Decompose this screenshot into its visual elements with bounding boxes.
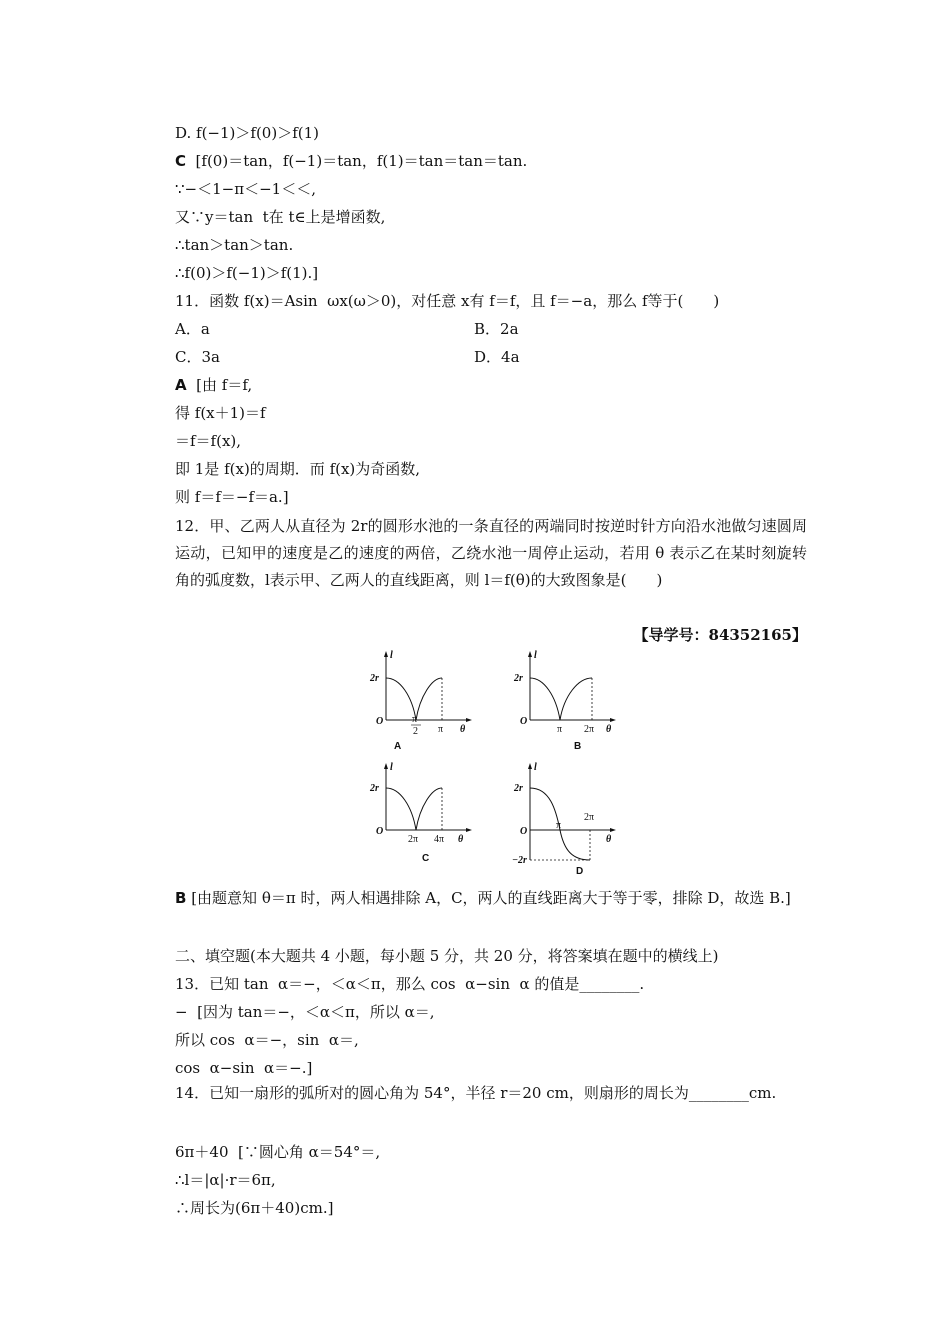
graph-label: C [422,853,430,864]
option-d-prev: D. f(−1)＞f(0)＞f(1) [175,124,319,142]
solution-line: ∴l＝|α|·r＝6π, [175,1171,276,1189]
axis-label-theta: θ [460,724,466,735]
section-heading: 二、填空题(本大题共 4 小题，每小题 5 分，共 20 分，将答案填在题中的横线上) [175,947,719,965]
graph-c [368,760,478,872]
solution-line: ＝f＝f(x), [175,432,242,450]
answer-line-10 [175,151,527,171]
solution-line: ∵−＜1−π＜−1＜＜, [175,180,316,198]
label-2r: 2r [514,783,523,794]
answer-line-12 [175,885,807,912]
solution-line: ∴周长为(6π＋40)cm.] [175,1199,334,1217]
origin-label: O [520,826,528,837]
answer-line-14: 6π＋40 [∵圆心角 α＝54°＝, [175,1143,381,1161]
solution-line: 即 1是 f(x)的周期．而 f(x)为奇函数, [175,460,421,478]
tick-4pi: 4π [434,834,445,845]
origin-label: O [376,826,384,837]
label-2r: 2r [370,673,379,684]
tick-den: 2 [413,726,418,737]
axis-label-l: l [390,650,393,661]
label-2r: 2r [514,673,523,684]
graph-label: D [576,866,584,877]
axis-label-l: l [534,650,537,661]
graph-d [512,760,622,882]
axis-label-theta: θ [458,834,464,845]
tick-2pi: 2π [584,812,595,823]
option-d: D．4a [474,348,520,366]
origin-label: O [520,716,528,727]
tick-pi: π [412,714,418,725]
label-2r: 2r [370,783,379,794]
solution-line: cos α−sin α＝−.] [175,1059,313,1077]
question-14: 14．已知一扇形的弧所对的圆心角为 54°，半径 r＝20 cm，则扇形的周长为________cm. [175,1084,777,1102]
graph-label: B [574,741,582,752]
axis-label-theta: θ [606,724,612,735]
option-c: C．3a [175,348,220,366]
guide-number: 【导学号：84352165】 [633,626,807,644]
question-13: 13．已知 tan α＝−，＜α＜π，那么 cos α−sin α 的值是________. [175,975,645,993]
solution-line: 又∵y＝tan t在 t∈上是增函数, [175,208,386,226]
tick-pi: π [557,724,563,735]
graph-a [368,648,478,760]
answer-letter: A [175,376,187,394]
solution-line: ∴tan＞tan＞tan. [175,236,294,254]
axis-label-theta: θ [606,834,612,845]
answer-line-13: − [因为 tan＝−，＜α＜π，所以 α＝, [175,1003,435,1021]
option-b: B．2a [474,320,519,338]
answer-line-11 [175,375,252,395]
tick-pi: π [556,820,562,831]
option-a: A．a [175,320,210,338]
answer-text: [f(0)＝tan，f(−1)＝tan，f(1)＝tan＝tan＝tan. [186,152,528,170]
question-12: 12．甲、乙两人从直径为 2r的圆形水池的一条直径的两端同时按逆时针方向沿水池做匀速圆周运动，已知甲的速度是乙的速度的两倍，乙绕水池一周停止运动，若用 θ 表示乙在某时刻旋转角的弧度数，l表示甲、乙两人的直线距离，则 l＝f(θ)的大致图象是( ) [175,517,807,589]
answer-text: [由 f＝f, [186,376,253,394]
axis-label-l: l [390,762,393,773]
solution-line: 则 f＝f＝−f＝a.] [175,488,289,506]
graph-label: A [394,741,402,752]
tick-2pi: 2π [408,834,419,845]
origin-label: O [376,716,384,727]
solution-line: ∴f(0)＞f(−1)＞f(1).] [175,264,319,282]
graph-b [512,648,622,760]
answer-letter: B [175,889,187,907]
tick-2pi: 2π [584,724,595,735]
answer-letter: C [175,152,187,170]
solution-line: 所以 cos α＝−，sin α＝, [175,1031,359,1049]
question-11: 11．函数 f(x)＝Asin ωx(ω＞0)，对任意 x有 f＝f，且 f＝−a，那么 f等于( ) [175,292,720,310]
label-neg-2r: −2r [512,855,527,866]
tick-pi-2: π [438,724,444,735]
axis-label-l: l [534,762,537,773]
solution-line: 得 f(x＋1)＝f [175,404,266,422]
answer-text: [由题意知 θ＝π 时，两人相遇排除 A，C，两人的直线距离大于等于零，排除 D，故选 B.] [186,889,791,907]
